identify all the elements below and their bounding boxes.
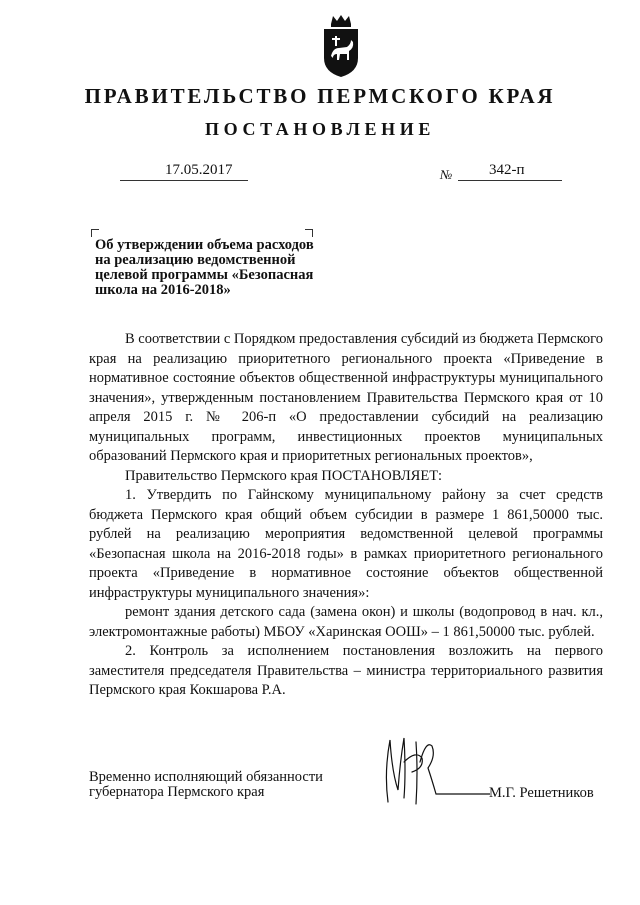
- subject-corner-left: [91, 229, 99, 237]
- document-date: 17.05.2017: [165, 162, 233, 178]
- handwritten-signature: [370, 732, 490, 812]
- document-body: [89, 330, 603, 701]
- document-number: 342-п: [489, 162, 525, 178]
- body-paragraph: ремонт здания детского сада (замена окон) и школы (водопровод в нач. кл., электромонтажные работы) МБОУ «Харинская ООШ» – 1 861,50000 тыс. рублей.: [89, 604, 603, 640]
- coat-of-arms-icon: [321, 14, 361, 78]
- body-paragraph: В соответствии с Порядком предоставления субсидий из бюджета Пермского края на реализацию приоритетного регионального проекта «Приведение в нормативное состояние объектов общественной инфраструктуры муниципального значения», утвержденным постановлением Правительства Пермского края от 10 апреля 2015 г. № 206-п «О предоставлении субсидий на реализацию муниципальных программ, инвестиционных проектов муниципальных образований Пермского края и приоритетных региональных проектов»,: [89, 331, 603, 464]
- government-title: ПРАВИТЕЛЬСТВО ПЕРМСКОГО КРАЯ: [84, 84, 556, 108]
- document-type: ПОСТАНОВЛЕНИЕ: [205, 119, 435, 139]
- body-paragraph: 2. Контроль за исполнением постановления возложить на первого заместителя председателя Правительства – министра территориального развития Пермского края Кокшарова Р.А.: [89, 643, 603, 698]
- document-subject: Об утверждении объема расходов на реализацию ведомственной целевой программы «Безопасная школа на 2016-2018»: [95, 237, 314, 298]
- number-sign: №: [440, 167, 453, 182]
- body-paragraph: Правительство Пермского края ПОСТАНОВЛЯЕТ:: [125, 467, 443, 484]
- signatory-position: Временно исполняющий обязанности губернатора Пермского края: [89, 769, 323, 800]
- subject-corner-right: [305, 229, 313, 237]
- signatory-name: М.Г. Решетников: [489, 785, 594, 801]
- body-paragraph: 1. Утвердить по Гайнскому муниципальному району за счет средств бюджета Пермского края общий объем субсидии в размере 1 861,50000 тыс. рублей на реализацию мероприятия ведомственной целевой программы «Безопасная школа на 2016-2018 годы» в рамках приоритетного регионального проекта «Приведение в нормативное состояние объектов общественной инфраструктуры муниципального значения»:: [89, 487, 603, 601]
